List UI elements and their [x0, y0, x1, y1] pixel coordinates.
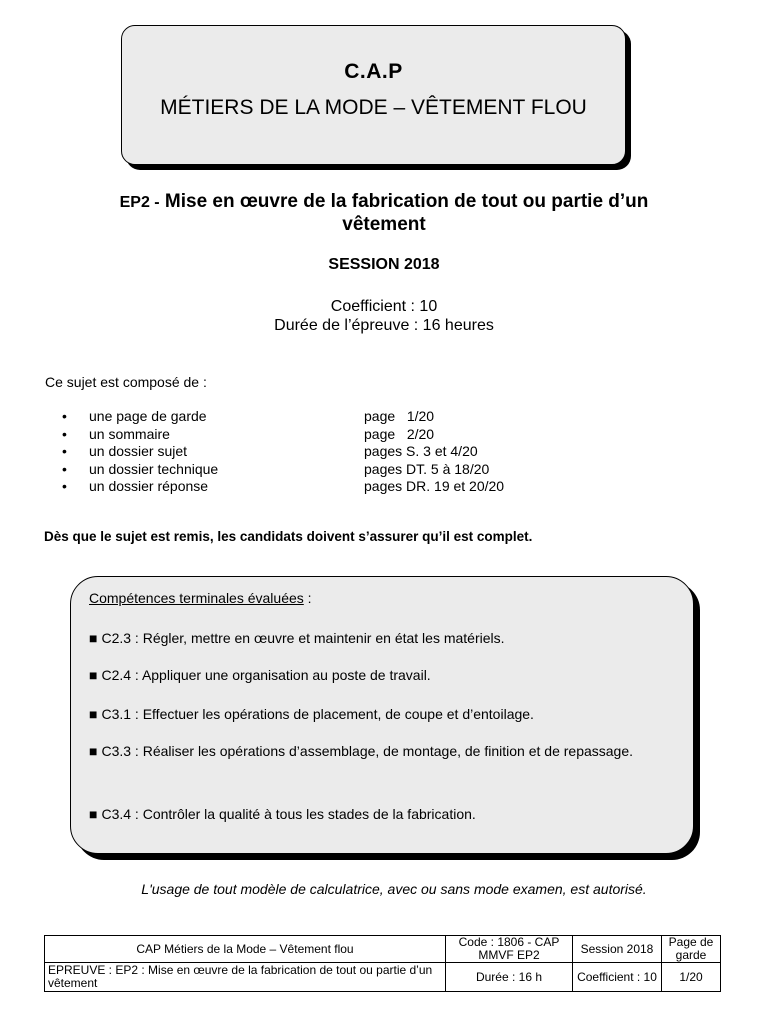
diploma-abbreviation: C.A.P — [344, 60, 403, 83]
list-item-pages: pages DT. 5 à 18/20 — [364, 460, 490, 477]
list-item-pages: page 1/20 — [364, 408, 435, 424]
competence-item — [89, 623, 679, 654]
competences-title-suffix: : — [303, 590, 312, 606]
competence-item — [89, 799, 679, 830]
bullet-icon: • — [62, 460, 67, 477]
bullet-icon: • — [62, 443, 67, 460]
list-item-label: un dossier réponse — [89, 478, 209, 495]
bullet-icon: • — [62, 478, 67, 495]
footer-row — [45, 936, 721, 963]
exam-title — [80, 191, 688, 236]
competences-box — [70, 576, 694, 854]
list-item-label: un sommaire — [89, 425, 170, 442]
exam-details — [0, 297, 768, 335]
footer-row — [45, 963, 721, 992]
list-item-pages: pages S. 3 et 4/20 — [364, 443, 478, 460]
square-bullet-icon: ■ — [89, 743, 98, 759]
footer-session: Session 2018 — [573, 936, 662, 963]
square-bullet-icon: ■ — [89, 806, 98, 822]
list-item — [62, 478, 582, 496]
list-item-label: une page de garde — [89, 408, 207, 424]
diploma-title: MÉTIERS DE LA MODE – VÊTEMENT FLOU — [160, 96, 587, 119]
competence-text: C2.3 : Régler, mettre en œuvre et maintenir en état les matériels. — [101, 630, 505, 646]
list-item-label: un dossier sujet — [89, 443, 188, 460]
competence-text: C3.1 : Effectuer les opérations de placement, de coupe et d’entoilage. — [101, 706, 534, 722]
list-item — [62, 443, 582, 461]
list-item-label: un dossier technique — [89, 460, 219, 477]
contents-list — [62, 408, 582, 496]
bullet-icon: • — [62, 408, 67, 424]
footer-duration: Durée : 16 h — [446, 963, 573, 992]
bullet-icon: • — [62, 425, 67, 442]
competences-title-text: Compétences terminales évaluées — [89, 590, 304, 606]
competences-title — [89, 590, 312, 606]
footer-coefficient: Coefficient : 10 — [573, 963, 662, 992]
coefficient-text: Coefficient : 10 — [330, 298, 438, 315]
completeness-warning: Dès que le sujet est remis, les candidats doivent s’assurer qu’il est complet. — [44, 529, 533, 544]
footer-table — [44, 935, 721, 992]
calculator-note: L'usage de tout modèle de calculatrice, avec ou sans mode examen, est autorisé. — [141, 881, 647, 897]
contents-intro: Ce sujet est composé de : — [45, 374, 207, 390]
list-item — [62, 461, 582, 479]
footer-page-label: Page de garde — [662, 936, 721, 963]
square-bullet-icon: ■ — [89, 667, 98, 683]
exam-code: EP2 - — [119, 194, 160, 211]
competence-item — [89, 660, 679, 691]
competence-text: C3.3 : Réaliser les opérations d’assemblage, de montage, de finition et de repassage. — [101, 743, 634, 759]
title-box — [121, 25, 626, 165]
exam-title-text: Mise en œuvre de la fabrication de tout ou partie d’un vêtement — [164, 191, 649, 235]
duration-text: Durée de l’épreuve : 16 heures — [274, 317, 494, 334]
competence-text: C3.4 : Contrôler la qualité à tous les stades de la fabrication. — [101, 806, 476, 822]
competence-item — [89, 699, 679, 730]
list-item — [62, 408, 582, 426]
competence-item — [89, 736, 679, 767]
list-item-pages: pages DR. 19 et 20/20 — [364, 478, 505, 495]
square-bullet-icon: ■ — [89, 706, 98, 722]
list-item-pages: page 2/20 — [364, 425, 435, 442]
footer-diploma: CAP Métiers de la Mode – Vêtement flou — [45, 936, 446, 963]
square-bullet-icon: ■ — [89, 630, 98, 646]
session-label: SESSION 2018 — [328, 256, 440, 273]
footer-code: Code : 1806 - CAP MMVF EP2 — [446, 936, 573, 963]
list-item — [62, 426, 582, 444]
footer-epreuve: EPREUVE : EP2 : Mise en œuvre de la fabrication de tout ou partie d’un vêtement — [45, 963, 446, 992]
footer-page-number: 1/20 — [662, 963, 721, 992]
competence-text: C2.4 : Appliquer une organisation au poste de travail. — [101, 667, 431, 683]
